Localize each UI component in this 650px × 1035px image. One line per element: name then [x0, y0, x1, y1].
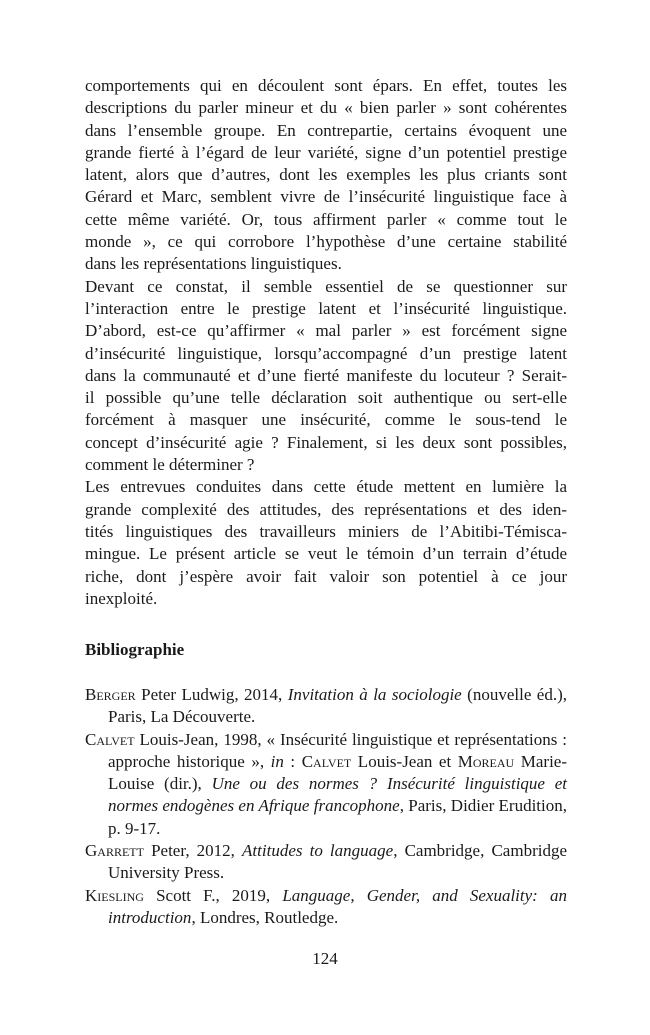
bibliography-list	[85, 684, 567, 929]
entry-publisher: , Paris, Didier Erudition, p. 9-17.	[108, 796, 567, 838]
text-line: Gérard et Marc, semblent vivre de l’insécurité linguistique face à	[85, 187, 567, 207]
entry-title: Invitation à la sociologie	[287, 685, 462, 704]
entry-details: Peter Ludwig, 2014,	[135, 685, 288, 704]
text-line: cette même variété. Or, tous affirment parler « comme tout le	[85, 209, 567, 229]
body-text	[85, 75, 567, 610]
bibliography-entry	[85, 729, 567, 840]
text-line: Les entrevues conduites dans cette étude mettent en lumière la	[85, 477, 567, 497]
text-line: Devant ce constat, il semble essentiel de se questionner sur	[85, 276, 567, 296]
entry-author: Kiesling	[85, 885, 144, 905]
text-line: inexploité.	[85, 588, 158, 608]
text-line: D’abord, est-ce qu’affirmer « mal parler » est forcément signe	[85, 321, 567, 341]
entry-author: Berger	[85, 685, 136, 704]
entry-separator: :	[283, 751, 302, 771]
paragraph	[85, 75, 567, 276]
text-line: grande fierté à l’égard de leur variété, signe d’un potentiel prestige	[85, 142, 567, 162]
entry-in-word: in	[270, 751, 284, 771]
text-line: d’insécurité linguistique, lorsqu’accompagné d’un prestige latent	[85, 343, 567, 363]
entry-details: Marie-Louise (dir.),	[108, 751, 567, 794]
entry-details: Scott F., 2019,	[143, 885, 283, 905]
page-number: 124	[312, 949, 338, 968]
entry-author: Moreau	[457, 751, 515, 771]
text-line: concept d’insécurité agie ? Finalement, si les deux sont possibles,	[85, 432, 567, 452]
text-line: l’interaction entre le prestige latent et l’insécurité linguistique.	[85, 298, 567, 318]
text-line: il possible qu’une telle déclaration soit authentique ou sert-elle	[85, 388, 567, 408]
bibliography-entry	[85, 684, 567, 729]
text-line: dans l’ensemble groupe. En contrepartie, certains évoquent une	[85, 120, 567, 140]
bibliography-heading: Bibliographie	[85, 640, 185, 659]
entry-details: Peter, 2012,	[143, 841, 243, 861]
paragraph	[85, 276, 567, 477]
entry-publisher: , Cambridge, Cambridge University Press.	[108, 841, 568, 883]
text-line: mingue. Le présent article se veut le témoin d’un terrain d’étude	[85, 544, 567, 564]
text-line: comportements qui en découlent sont épars. En effet, toutes les	[85, 76, 567, 95]
paragraph	[85, 476, 567, 610]
entry-title: Attitudes to language	[242, 841, 394, 861]
entry-details: Louis-Jean, 1998, « Insécurité linguistique et représentations : approche historique »,	[108, 729, 567, 771]
text-line: riche, dont j’espère avoir fait valoir son potentiel à ce jour	[85, 566, 567, 586]
bibliography-entry	[85, 840, 567, 885]
entry-title: Language, Gender, and Sexuality: an introduction	[108, 885, 567, 927]
text-line: dans la communauté et d’une fierté manifeste du locuteur ? Serait-	[85, 365, 567, 385]
text-line: grande complexité des attitudes, des représentations et des iden-	[85, 499, 567, 519]
entry-title: Une ou des normes ? Insécurité linguistique et normes endogènes en Afrique francophone	[108, 774, 567, 816]
text-line: dans les représentations linguistiques.	[85, 254, 342, 274]
entry-author: Calvet	[301, 751, 352, 771]
entry-author: Calvet	[85, 729, 135, 749]
text-line: forcément à masquer une insécurité, comme le sous-tend le	[85, 410, 567, 430]
bibliography-entry	[85, 885, 567, 930]
entry-publisher: , Londres, Routledge.	[191, 907, 339, 927]
entry-details: Louis-Jean et	[351, 751, 458, 771]
entry-publisher: (nouvelle éd.), Paris, La Découverte.	[108, 685, 568, 727]
text-line: comment le déterminer ?	[85, 455, 255, 475]
text-line: monde », ce qui corrobore l’hypothèse d’une certaine stabilité	[85, 232, 567, 252]
text-line: tités linguistiques des travailleurs miniers de l’Abitibi-Témisca-	[85, 521, 567, 541]
text-line: latent, alors que d’autres, dont les exemples les plus criants sont	[85, 165, 567, 185]
text-line: descriptions du parler mineur et du « bien parler » sont cohérentes	[85, 98, 567, 118]
entry-author: Garrett	[85, 841, 144, 861]
